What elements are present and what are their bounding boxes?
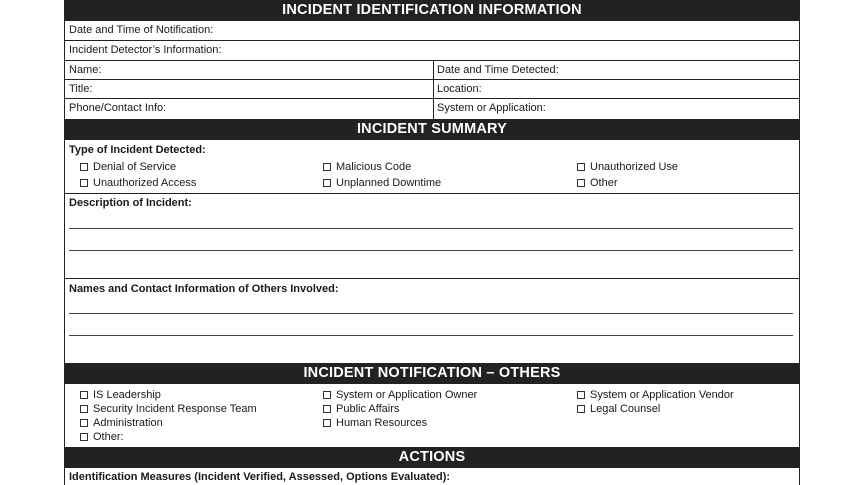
others-involved-line[interactable] [69, 335, 793, 336]
date-time-notification-label: Date and Time of Notification: [69, 24, 214, 36]
identification-measures-block [65, 468, 799, 485]
option-label: Unplanned Downtime [336, 177, 442, 189]
date-time-detected-label: Date and Time Detected: [437, 64, 559, 76]
row-name [65, 61, 799, 80]
type-of-incident-label: Type of Incident Detected: [69, 144, 206, 156]
checkbox-system-vendor[interactable] [577, 388, 734, 402]
checkbox-icon [80, 433, 88, 441]
type-of-incident-block [65, 140, 799, 194]
option-label: Legal Counsel [590, 403, 661, 415]
checkbox-icon [577, 163, 585, 171]
checkbox-administration[interactable] [80, 416, 163, 430]
identification-measures-label: Identification Measures (Incident Verified, Assessed, Options Evaluated): [69, 471, 451, 483]
option-label: Public Affairs [336, 403, 400, 415]
option-label: System or Application Owner [336, 389, 478, 401]
checkbox-icon [323, 179, 331, 187]
section-header-identification: INCIDENT IDENTIFICATION INFORMATION [65, 0, 799, 21]
checkbox-unauthorized-use[interactable] [577, 160, 678, 174]
others-involved-block [65, 279, 799, 363]
checkbox-human-resources[interactable] [323, 416, 427, 430]
checkbox-icon [323, 163, 331, 171]
row-title [65, 80, 799, 99]
date-time-notification-field[interactable] [65, 21, 799, 40]
section-header-actions: ACTIONS [65, 447, 799, 468]
option-label: System or Application Vendor [590, 389, 734, 401]
phone-label: Phone/Contact Info: [69, 102, 167, 114]
checkbox-icon [80, 405, 88, 413]
option-label: Unauthorized Use [590, 161, 679, 173]
name-label: Name: [69, 64, 102, 76]
title-label: Title: [69, 83, 93, 95]
row-detector-info [65, 41, 799, 61]
option-label: Security Incident Response Team [93, 403, 257, 415]
checkbox-icon [80, 179, 88, 187]
row-phone [65, 99, 799, 119]
detector-info-label: Incident Detector’s Information: [69, 44, 222, 56]
option-label: Other [590, 177, 618, 189]
location-field[interactable] [433, 80, 801, 98]
date-time-detected-field[interactable] [433, 61, 801, 79]
location-label: Location: [437, 83, 482, 95]
others-involved-line[interactable] [69, 313, 793, 314]
checkbox-icon [577, 391, 585, 399]
option-label: Unauthorized Access [93, 177, 197, 189]
option-label: IS Leadership [93, 389, 161, 401]
phone-field[interactable] [65, 99, 433, 119]
checkbox-notification-other[interactable] [80, 430, 124, 444]
checkbox-icon [323, 419, 331, 427]
system-application-field[interactable] [433, 99, 801, 119]
checkbox-icon [80, 163, 88, 171]
system-application-label: System or Application: [437, 102, 546, 114]
name-field[interactable] [65, 61, 433, 79]
title-field[interactable] [65, 80, 433, 98]
detector-info-field[interactable] [65, 41, 799, 60]
checkbox-icon [577, 179, 585, 187]
checkbox-denial-of-service[interactable] [80, 160, 176, 174]
option-label: Administration [93, 417, 163, 429]
checkbox-other[interactable] [577, 176, 618, 190]
checkbox-system-owner[interactable] [323, 388, 477, 402]
checkbox-icon [577, 405, 585, 413]
checkbox-icon [80, 391, 88, 399]
checkbox-is-leadership[interactable] [80, 388, 161, 402]
checkbox-icon [323, 391, 331, 399]
option-label: Human Resources [336, 417, 428, 429]
checkbox-unplanned-downtime[interactable] [323, 176, 441, 190]
section-header-summary: INCIDENT SUMMARY [65, 119, 799, 140]
row-date-time-notification [65, 21, 799, 41]
checkbox-public-affairs[interactable] [323, 402, 399, 416]
others-involved-label: Names and Contact Information of Others Involved: [69, 283, 339, 295]
option-label: Other: [93, 431, 124, 443]
checkbox-response-team[interactable] [80, 402, 257, 416]
description-label: Description of Incident: [69, 197, 192, 209]
option-label: Malicious Code [336, 161, 412, 173]
description-line[interactable] [69, 228, 793, 229]
notification-block [65, 384, 799, 447]
description-line[interactable] [69, 250, 793, 251]
checkbox-icon [323, 405, 331, 413]
checkbox-legal-counsel[interactable] [577, 402, 660, 416]
checkbox-unauthorized-access[interactable] [80, 176, 196, 190]
incident-form [64, 0, 800, 485]
checkbox-icon [80, 419, 88, 427]
section-header-notification: INCIDENT NOTIFICATION – OTHERS [65, 363, 799, 384]
description-block [65, 194, 799, 279]
checkbox-malicious-code[interactable] [323, 160, 411, 174]
option-label: Denial of Service [93, 161, 177, 173]
